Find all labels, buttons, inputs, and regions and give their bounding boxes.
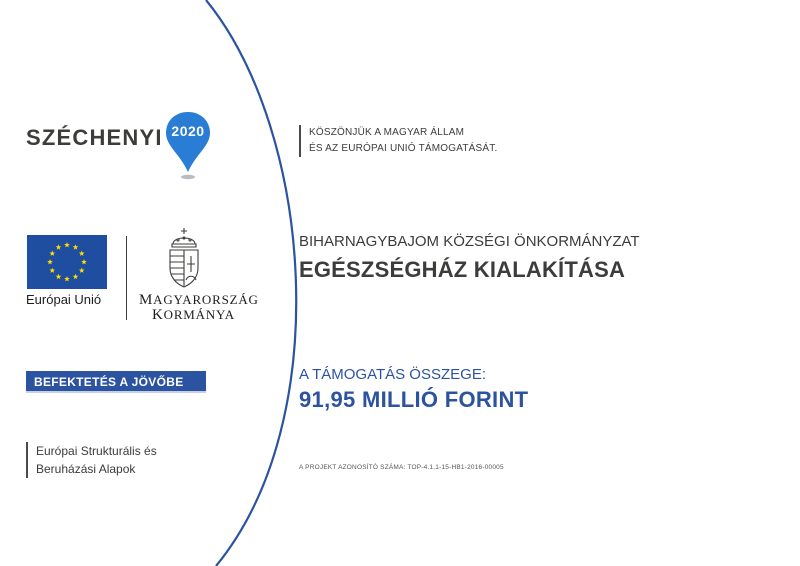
government-name-line-1: MAGYARORSZÁG bbox=[139, 292, 259, 308]
thanks-line-1: KÖSZÖNJÜK A MAGYAR ÁLLAM bbox=[309, 127, 465, 138]
project-id: A PROJEKT AZONOSÍTÓ SZÁMA: TOP-4.1.1-15-HB1-2016-00005 bbox=[299, 464, 504, 471]
funds-line-2: Beruházási Alapok bbox=[36, 462, 136, 476]
structural-funds-label bbox=[26, 442, 157, 478]
funding-amount-value: 91,95 MILLIÓ FORINT bbox=[299, 387, 529, 412]
logo-divider bbox=[126, 236, 127, 320]
eu-flag-icon bbox=[27, 235, 107, 289]
funds-line-1: Európai Strukturális és bbox=[36, 444, 157, 458]
project-title: EGÉSZSÉGHÁZ KIALAKÍTÁSA bbox=[299, 257, 626, 282]
thanks-message bbox=[299, 125, 497, 157]
szechenyi-wordmark: SZÉCHENYI bbox=[26, 125, 163, 150]
funding-amount-label: A TÁMOGATÁS ÖSSZEGE: bbox=[299, 366, 486, 383]
coat-of-arms-icon bbox=[164, 226, 204, 290]
invest-badge-label: BEFEKTETÉS A JÖVŐBE bbox=[34, 375, 184, 389]
eu-label: Európai Unió bbox=[26, 292, 102, 307]
thanks-line-2: ÉS AZ EURÓPAI UNIÓ TÁMOGATÁSÁT. bbox=[309, 143, 498, 154]
map-pin-icon bbox=[164, 110, 212, 182]
beneficiary-name: BIHARNAGYBAJOM KÖZSÉGI ÖNKORMÁNYZAT bbox=[299, 233, 640, 250]
pin-year: 2020 bbox=[171, 123, 205, 139]
government-name-line-2: KORMÁNYA bbox=[152, 307, 235, 323]
invest-in-future-badge bbox=[26, 371, 206, 393]
